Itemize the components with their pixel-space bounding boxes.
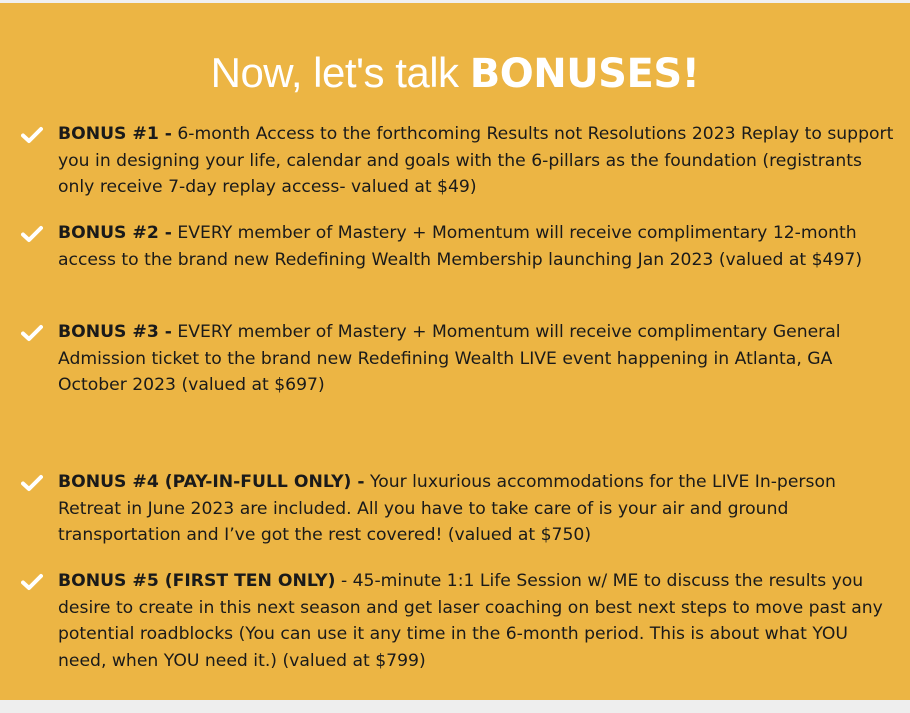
bonus-item xyxy=(58,469,900,549)
bonus-title: BONUS #4 (PAY-IN-FULL ONLY) - xyxy=(58,472,365,492)
bonus-title: BONUS #2 - xyxy=(58,223,172,243)
heading-emphasis: BONUSES! xyxy=(469,51,700,97)
page-footer-strip xyxy=(0,700,910,713)
bonus-description: Your luxurious accommodations for the LIVE In-person Retreat in June 2023 are included. All you have to take care of is your air and ground transportation and I’ve got the rest covered! (valued at $750) xyxy=(58,472,836,546)
bonus-title: BONUS #1 - xyxy=(58,124,172,144)
checkmark-icon xyxy=(21,225,43,243)
bonus-item xyxy=(58,319,900,399)
checkmark-icon xyxy=(21,126,43,144)
section-heading xyxy=(0,47,910,100)
bonus-description: EVERY member of Mastery + Momentum will receive complimentary General Admission ticket to the brand new Redefining Wealth LIVE event happening in Atlanta, GA October 2023 (valued at $697) xyxy=(58,322,841,396)
bonuses-section xyxy=(0,3,910,700)
heading-prefix: Now, let's talk xyxy=(210,49,470,96)
bonus-description: - 45-minute 1:1 Life Session w/ ME to discuss the results you desire to create in this next season and get laser coaching on best next steps to move past any potential roadblocks (You can use it any time in the 6-month period. This is about what YOU need, when YOU need it.) (valued at $799) xyxy=(58,571,883,671)
bonus-item xyxy=(58,220,900,273)
checkmark-icon xyxy=(21,474,43,492)
bonus-item xyxy=(58,568,900,674)
bonus-description: EVERY member of Mastery + Momentum will receive complimentary 12-month access to the brand new Redefining Wealth Membership launching Jan 2023 (valued at $497) xyxy=(58,223,863,270)
bonus-item xyxy=(58,121,900,201)
bonus-title: BONUS #3 - xyxy=(58,322,172,342)
checkmark-icon xyxy=(21,324,43,342)
bonus-description: 6-month Access to the forthcoming Results not Resolutions 2023 Replay to support you in designing your life, calendar and goals with the 6-pillars as the foundation (registrants only receive 7-day replay access- valued at $49) xyxy=(58,124,894,198)
bonus-title: BONUS #5 (FIRST TEN ONLY) xyxy=(58,571,336,591)
checkmark-icon xyxy=(21,573,43,591)
